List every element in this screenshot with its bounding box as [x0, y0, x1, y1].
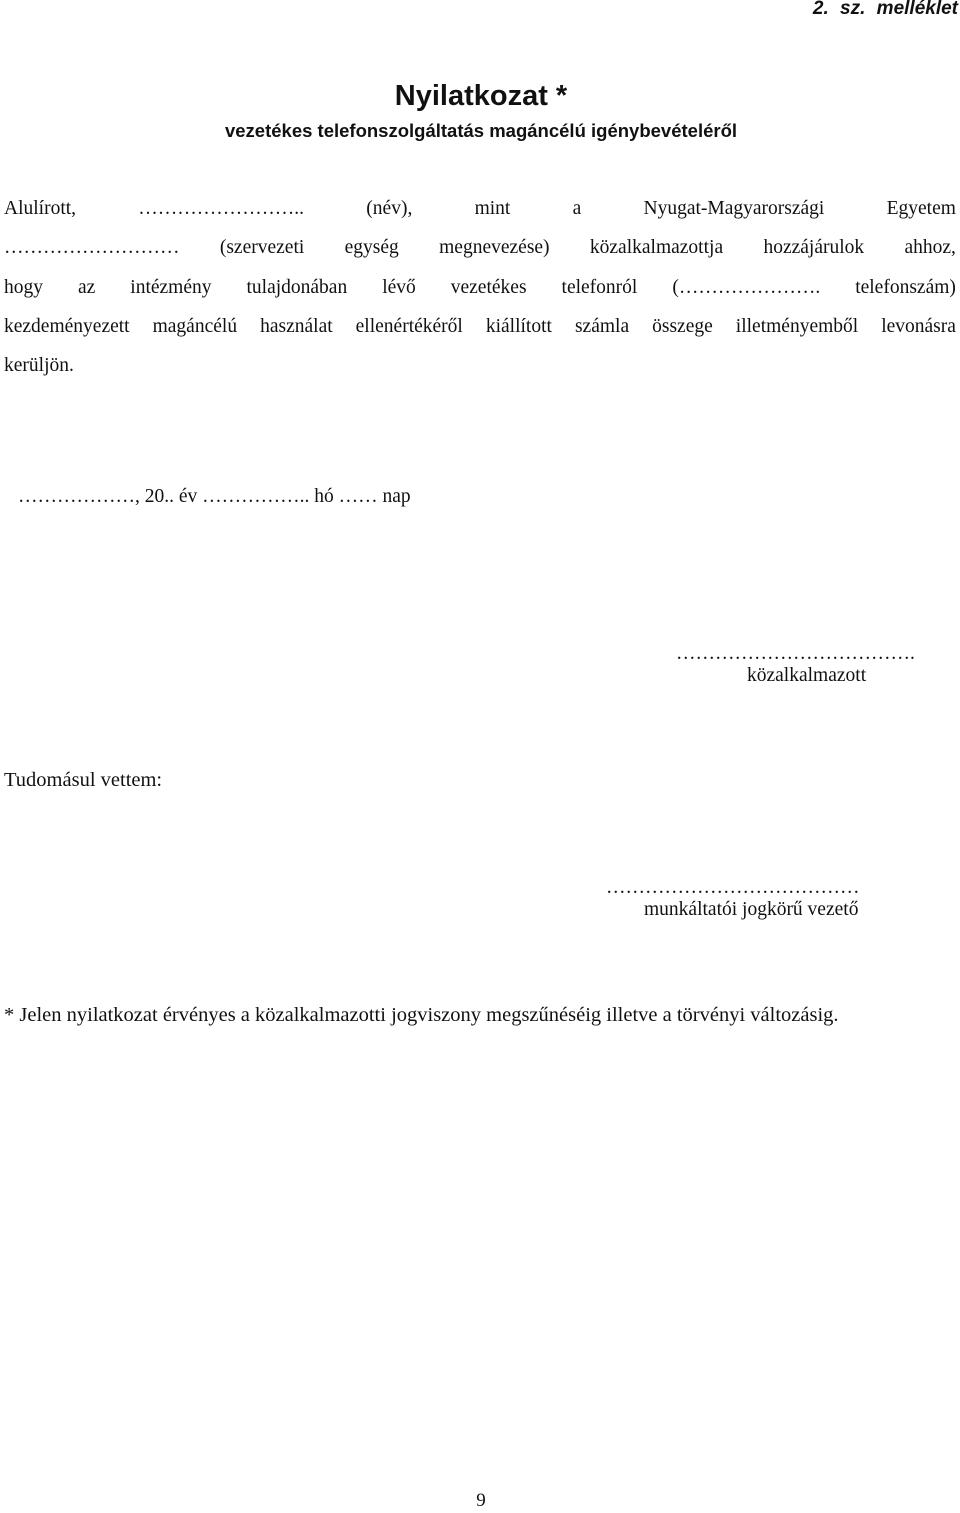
body-word: összege [652, 316, 713, 337]
body-word: használat [260, 316, 333, 337]
employee-signature-line: ………………………………. [676, 643, 915, 664]
employer-signature-line: ………………………………… [606, 877, 860, 898]
body-word: tulajdonában [246, 277, 348, 298]
attachment-label: 2. sz. melléklet [812, 0, 958, 19]
body-word: kiállított [485, 316, 552, 337]
body-word: megnevezése) [439, 237, 550, 258]
body-word: levonásra [881, 316, 956, 337]
body-line-3 [4, 276, 956, 300]
body-word: mint [474, 198, 511, 219]
body-word: egység [344, 237, 399, 258]
acknowledgement-label: Tudomásul vettem: [4, 769, 163, 791]
phone-blank: (…………………. [672, 277, 821, 298]
document-title: Nyilatkozat * [394, 80, 568, 112]
name-blank: …………………….. [138, 198, 305, 219]
body-word: ellenértékéről [355, 316, 463, 337]
body-word: számla [574, 316, 630, 337]
employee-signature-label: közalkalmazott [747, 665, 867, 686]
body-word: telefonszám) [855, 277, 956, 298]
body-word: Nyugat-Magyarországi [643, 198, 825, 219]
body-word: Egyetem [886, 198, 956, 219]
body-word: kezdeményezett [4, 316, 130, 337]
body-word: intézmény [130, 277, 212, 298]
body-word: hogy [4, 277, 43, 298]
page-number: 9 [476, 1490, 486, 1511]
body-word: (név), [366, 198, 413, 219]
body-word: (szervezeti [219, 237, 305, 258]
body-word: hozzájárulok [763, 237, 865, 258]
body-line-1 [4, 197, 956, 221]
body-line-5: kerüljön. [4, 355, 74, 376]
body-word: magáncélú [152, 316, 238, 337]
body-word: a [572, 198, 582, 219]
body-word: illetményemből [735, 316, 859, 337]
body-word: ahhoz, [904, 237, 956, 258]
body-word: telefonról [561, 277, 638, 298]
body-word: Alulírott, [4, 198, 77, 219]
body-word: az [77, 277, 96, 298]
date-line: ………………, 20.. év …………….. hó …… nap [18, 486, 411, 507]
body-line-2 [4, 236, 956, 260]
unit-blank: ……………………… [4, 237, 180, 258]
body-line-4 [4, 315, 956, 339]
body-word: lévő [382, 277, 416, 298]
document-subtitle: vezetékes telefonszolgáltatás magáncélú igénybevételéről [224, 120, 738, 141]
footnote: * Jelen nyilatkozat érvényes a közalkalmazotti jogviszony megszűnéséig illetve a törvényi változásig. [4, 1004, 839, 1026]
employer-signature-label: munkáltatói jogkörű vezető [644, 899, 859, 920]
body-word: közalkalmazottja [589, 237, 724, 258]
body-word: vezetékes [450, 277, 527, 298]
